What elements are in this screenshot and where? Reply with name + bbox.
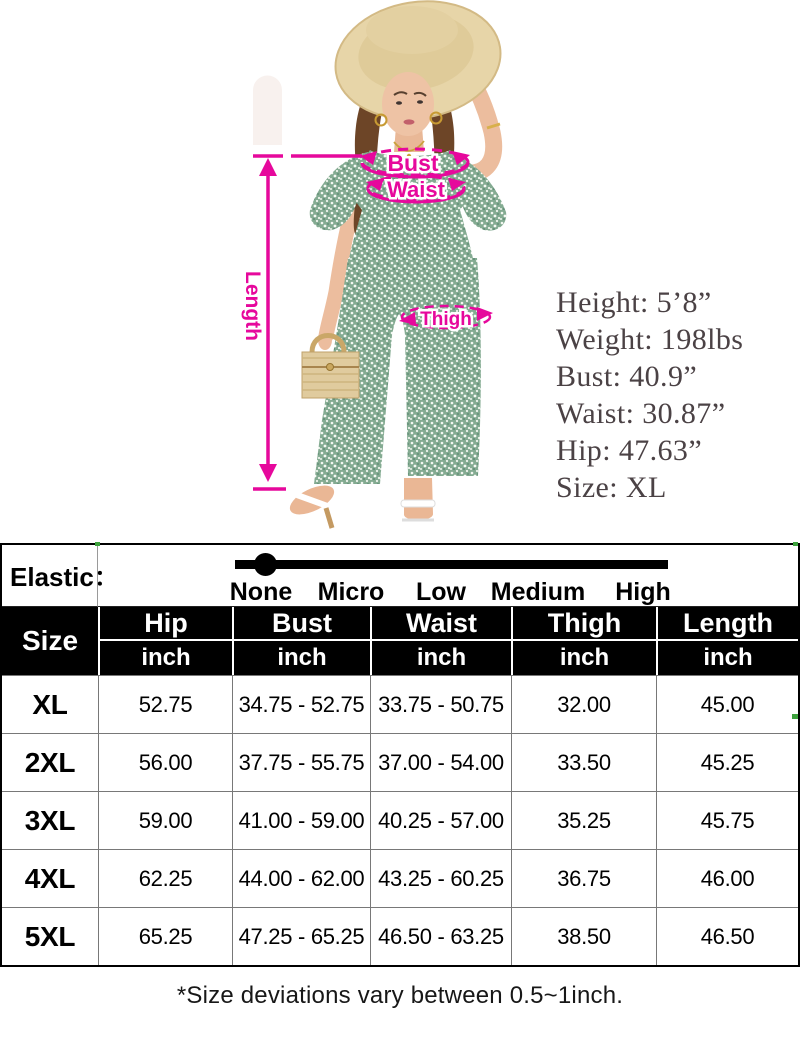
border-artifact <box>793 542 798 546</box>
table-cell: 45.75 <box>656 791 798 849</box>
table-cell: 33.75 - 50.75 <box>370 675 511 733</box>
column-header-thigh: Thigh <box>511 607 656 641</box>
elastic-row-label: Elastic： <box>2 545 98 607</box>
table-cell: 44.00 - 62.00 <box>232 849 370 907</box>
table-cell: 52.75 <box>98 675 232 733</box>
table-cell: 43.25 - 60.25 <box>370 849 511 907</box>
size-label: 5XL <box>2 907 98 965</box>
model-stats-block <box>556 284 743 506</box>
unit-label: inch <box>370 641 511 675</box>
table-cell: 38.50 <box>511 907 656 965</box>
table-cell: 36.75 <box>511 849 656 907</box>
unit-label: inch <box>656 641 798 675</box>
size-label: XL <box>2 675 98 733</box>
elastic-level-micro: Micro <box>317 578 385 606</box>
size-label: 2XL <box>2 733 98 791</box>
table-cell: 35.25 <box>511 791 656 849</box>
table-cell: 37.75 - 55.75 <box>232 733 370 791</box>
stat-size: Size: XL <box>556 471 667 504</box>
size-label: 4XL <box>2 849 98 907</box>
column-header-hip: Hip <box>98 607 232 641</box>
elastic-level-marker <box>254 553 277 576</box>
table-cell: 65.25 <box>98 907 232 965</box>
column-header-length: Length <box>656 607 798 641</box>
elastic-level-low: Low <box>416 578 466 606</box>
table-cell: 45.25 <box>656 733 798 791</box>
table-cell: 46.50 - 63.25 <box>370 907 511 965</box>
size-label: 3XL <box>2 791 98 849</box>
table-cell: 46.50 <box>656 907 798 965</box>
table-cell: 46.00 <box>656 849 798 907</box>
unit-label: inch <box>511 641 656 675</box>
watermark-shape <box>253 76 282 146</box>
heeled-sandals <box>286 478 435 528</box>
table-cell: 41.00 - 59.00 <box>232 791 370 849</box>
size-deviation-note: *Size deviations vary between 0.5~1inch. <box>176 982 624 1009</box>
table-cell: 32.00 <box>511 675 656 733</box>
table-cell: 45.00 <box>656 675 798 733</box>
elastic-scale-bar <box>235 560 668 569</box>
elastic-level-none: None <box>229 578 293 606</box>
size-chart-table <box>0 543 800 967</box>
elastic-level-medium: Medium <box>490 578 586 606</box>
border-artifact <box>95 542 100 546</box>
table-cell: 62.25 <box>98 849 232 907</box>
stat-height: Height: 5’8” <box>556 286 712 319</box>
table-cell: 34.75 - 52.75 <box>232 675 370 733</box>
elastic-indicator <box>98 545 798 607</box>
waist-annotation-label: Waist <box>387 177 445 202</box>
column-header-size: Size <box>2 607 98 675</box>
unit-label: inch <box>98 641 232 675</box>
bust-annotation-label: Bust <box>387 150 439 176</box>
stat-waist: Waist: 30.87” <box>556 397 726 430</box>
table-cell: 59.00 <box>98 791 232 849</box>
arrow-down-icon <box>259 464 277 482</box>
arrow-up-icon <box>259 158 277 176</box>
table-cell: 40.25 - 57.00 <box>370 791 511 849</box>
table-cell: 56.00 <box>98 733 232 791</box>
length-annotation-label: Length <box>241 271 264 341</box>
stat-weight: Weight: 198lbs <box>556 323 744 356</box>
column-header-waist: Waist <box>370 607 511 641</box>
thigh-annotation-label: Thigh <box>420 309 472 330</box>
stat-bust: Bust: 40.9” <box>556 360 698 393</box>
table-cell: 37.00 - 54.00 <box>370 733 511 791</box>
elastic-level-high: High <box>615 578 671 606</box>
border-artifact <box>792 714 798 719</box>
table-cell: 33.50 <box>511 733 656 791</box>
unit-label: inch <box>232 641 370 675</box>
column-header-bust: Bust <box>232 607 370 641</box>
stat-hip: Hip: 47.63” <box>556 434 703 467</box>
table-cell: 47.25 - 65.25 <box>232 907 370 965</box>
